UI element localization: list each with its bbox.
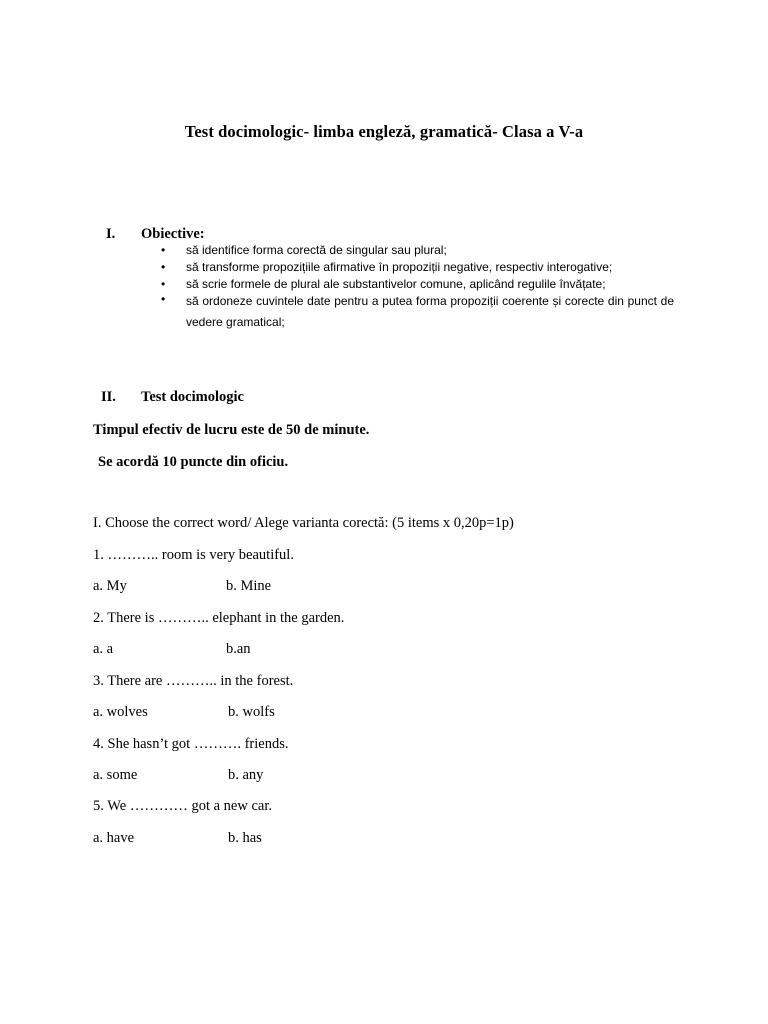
objective-item	[0, 291, 768, 333]
question-text: 3. There are ……….. in the forest.	[93, 673, 294, 689]
question-text: 1. ……….. room is very beautiful.	[93, 547, 294, 563]
objective-text: să ordoneze cuvintele date pentru a putea forma propoziții coerente și corecte din punct de vedere gramatical;	[186, 294, 674, 329]
bullet-icon: •	[161, 243, 166, 257]
option-b: b. has	[228, 830, 262, 846]
option-b: b. wolfs	[228, 704, 275, 720]
objective-item	[0, 242, 768, 259]
option-a: a. some	[93, 767, 138, 783]
bullet-icon: •	[161, 277, 166, 291]
option-a: a. a	[93, 641, 114, 657]
section-2-number: II.	[101, 389, 116, 405]
page-title: Test docimologic- limba engleză, gramatică- Clasa a V-a	[184, 122, 584, 141]
objective-item	[0, 259, 768, 276]
time-note: Timpul efectiv de lucru este de 50 de minute.	[93, 422, 370, 438]
option-a: a. wolves	[93, 704, 148, 720]
bullet-icon: •	[161, 260, 166, 274]
objectives-list	[0, 242, 768, 333]
section-1-number: I.	[106, 226, 116, 242]
section-1-label: Obiective:	[141, 226, 205, 242]
option-b: b.an	[226, 641, 251, 657]
bullet-icon: •	[161, 292, 166, 306]
option-a: a. have	[93, 830, 135, 846]
option-b: b. any	[228, 767, 264, 783]
option-b: b. Mine	[226, 578, 272, 594]
section-2-label: Test docimologic	[141, 389, 244, 405]
question-text: 5. We ………… got a new car.	[93, 798, 272, 814]
objective-text: să scrie formele de plural ale substantivelor comune, aplicând regulile învățate;	[186, 277, 606, 291]
objective-text: să identifice forma corectă de singular sau plural;	[186, 243, 447, 257]
points-note: Se acordă 10 puncte din oficiu.	[98, 454, 289, 470]
exercise-instruction: I. Choose the correct word/ Alege varianta corectă: (5 items x 0,20p=1p)	[93, 515, 514, 531]
option-a: a. My	[93, 578, 127, 594]
question-text: 4. She hasn’t got ………. friends.	[93, 736, 289, 752]
objective-text: să transforme propozițiile afirmative în propoziții negative, respectiv interogative;	[186, 260, 613, 274]
question-text: 2. There is ……….. elephant in the garden.	[93, 610, 345, 626]
